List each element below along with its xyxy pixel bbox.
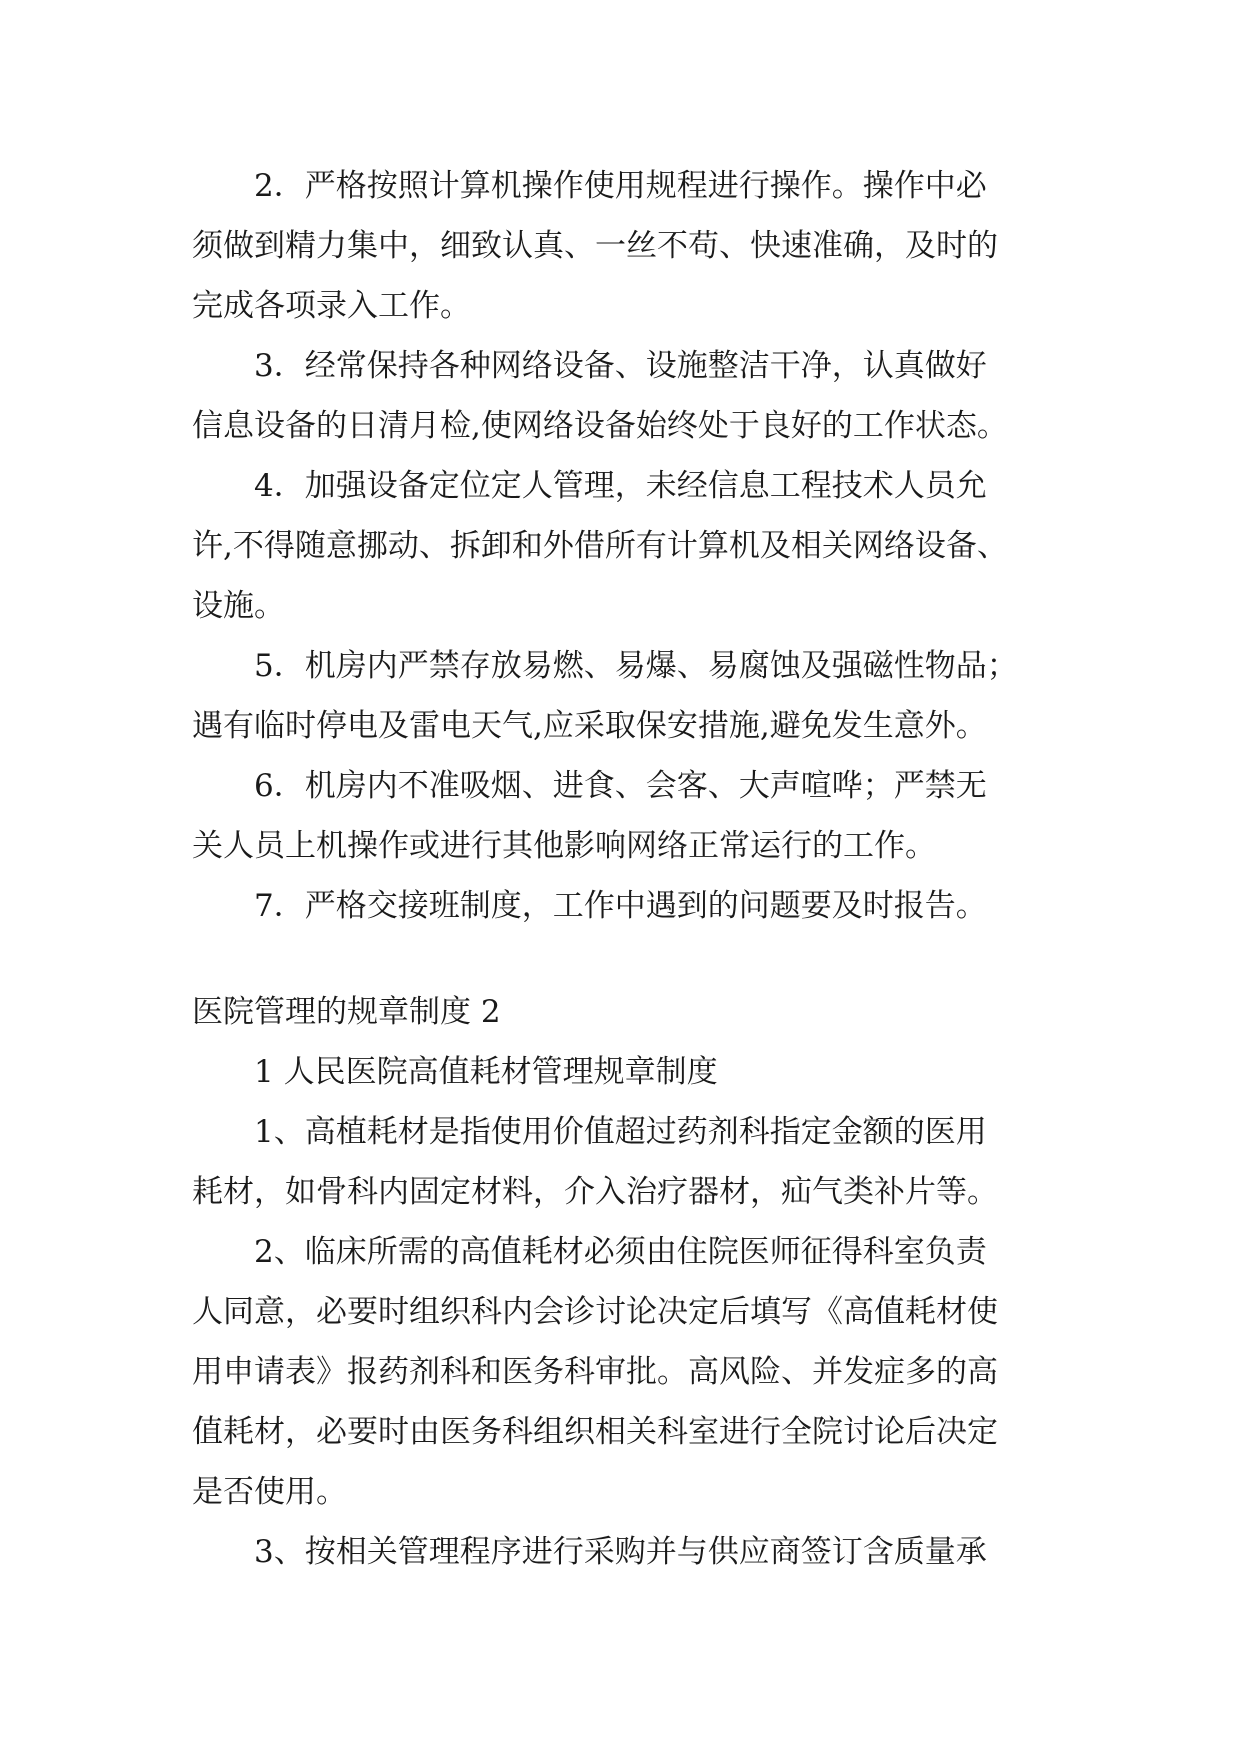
- text-line: 1、高植耗材是指使用价值超过药剂科指定金额的医用: [254, 1114, 987, 1150]
- text-line: 完成各项录入工作。: [192, 288, 471, 324]
- text-line: 设施。: [192, 588, 285, 624]
- section-subheading: 1 人民医院高值耗材管理规章制度: [254, 1054, 718, 1090]
- text-line: 人同意，必要时组织科内会诊讨论决定后填写《高值耗材使: [192, 1294, 998, 1330]
- text-line: 遇有临时停电及雷电天气,应采取保安措施,避免发生意外。: [192, 708, 987, 744]
- text-line: 6．机房内不准吸烟、进食、会客、大声喧哗；严禁无: [254, 768, 987, 804]
- text-line: 5．机房内严禁存放易燃、易爆、易腐蚀及强磁性物品；: [254, 648, 1018, 684]
- text-line: 值耗材，必要时由医务科组织相关科室进行全院讨论后决定: [192, 1414, 998, 1450]
- text-line: 3、按相关管理程序进行采购并与供应商签订含质量承: [254, 1534, 987, 1570]
- text-line: 信息设备的日清月检,使网络设备始终处于良好的工作状态。: [192, 408, 1008, 444]
- text-line: 是否使用。: [192, 1474, 347, 1510]
- text-line: 3．经常保持各种网络设备、设施整洁干净，认真做好: [254, 348, 987, 384]
- text-line: 用申请表》报药剂科和医务科审批。高风险、并发症多的高: [192, 1354, 998, 1390]
- text-line: 耗材，如骨科内固定材料，介入治疗器材，疝气类补片等。: [192, 1174, 998, 1210]
- text-line: 许,不得随意挪动、拆卸和外借所有计算机及相关网络设备、: [192, 528, 1008, 564]
- text-line: 7．严格交接班制度，工作中遇到的问题要及时报告。: [254, 888, 987, 924]
- text-line: 关人员上机操作或进行其他影响网络正常运行的工作。: [192, 828, 936, 864]
- section-heading: 医院管理的规章制度 2: [192, 994, 501, 1030]
- text-line: 2．严格按照计算机操作使用规程进行操作。操作中必: [254, 168, 987, 204]
- text-line: 2、临床所需的高值耗材必须由住院医师征得科室负责: [254, 1234, 987, 1270]
- text-line: 4．加强设备定位定人管理，未经信息工程技术人员允: [254, 468, 987, 504]
- text-line: 须做到精力集中，细致认真、一丝不苟、快速准确，及时的: [192, 228, 998, 264]
